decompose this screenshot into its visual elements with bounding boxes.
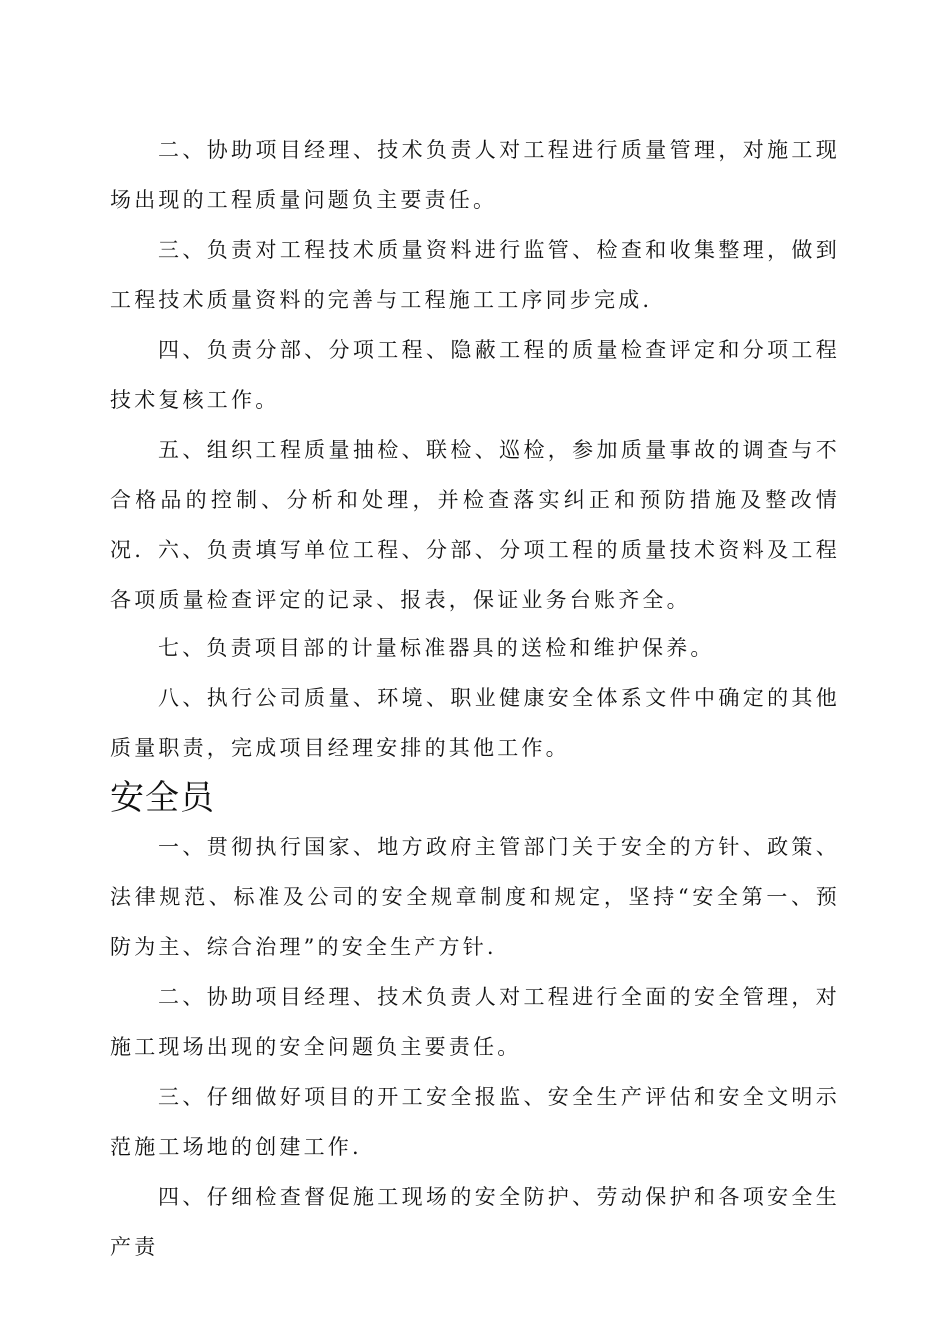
paragraph-quality-7: 七、负责项目部的计量标准器具的送检和维护保养。 <box>158 636 715 660</box>
section-heading-safety-officer: 安全员 <box>110 778 215 818</box>
paragraph-quality-4: 四、负责分部、分项工程、隐蔽工程的质量检查评定和分项工程技术复核工作。 <box>110 338 840 412</box>
paragraph-quality-3: 三、负责对工程技术质量资料进行监管、检查和收集整理，做到工程技术质量资料的完善与工程施工工序同步完成. <box>110 238 840 312</box>
paragraph-quality-8: 八、执行公司质量、环境、职业健康安全体系文件中确定的其他质量职责，完成项目经理安排的其他工作。 <box>110 686 840 760</box>
paragraph-quality-2: 二、协助项目经理、技术负责人对工程进行质量管理，对施工现场出现的工程质量问题负主要责任。 <box>110 138 840 212</box>
paragraph-safety-4: 四、仔细检查督促施工现场的安全防护、劳动保护和各项安全生产责 <box>110 1185 840 1259</box>
paragraph-quality-6: 六、负责填写单位工程、分部、分项工程的质量技术资料及工程各项质量检查评定的记录、报表，保证业务台账齐全。 <box>110 538 840 612</box>
paragraph-quality-5: 五、组织工程质量抽检、联检、巡检，参加质量事故的调查与不合格品的控制、分析和处理，并检查落实纠正和预防措施及整改情况. <box>110 438 840 562</box>
paragraph-safety-2: 二、协助项目经理、技术负责人对工程进行全面的安全管理，对施工现场出现的安全问题负主要责任。 <box>110 985 840 1059</box>
paragraph-safety-1: 一、贯彻执行国家、地方政府主管部门关于安全的方针、政策、法律规范、标准及公司的安全规章制度和规定，坚持“安全第一、预防为主、综合治理”的安全生产方针. <box>110 835 840 959</box>
paragraph-safety-3: 三、仔细做好项目的开工安全报监、安全生产评估和安全文明示范施工场地的创建工作. <box>110 1085 840 1159</box>
